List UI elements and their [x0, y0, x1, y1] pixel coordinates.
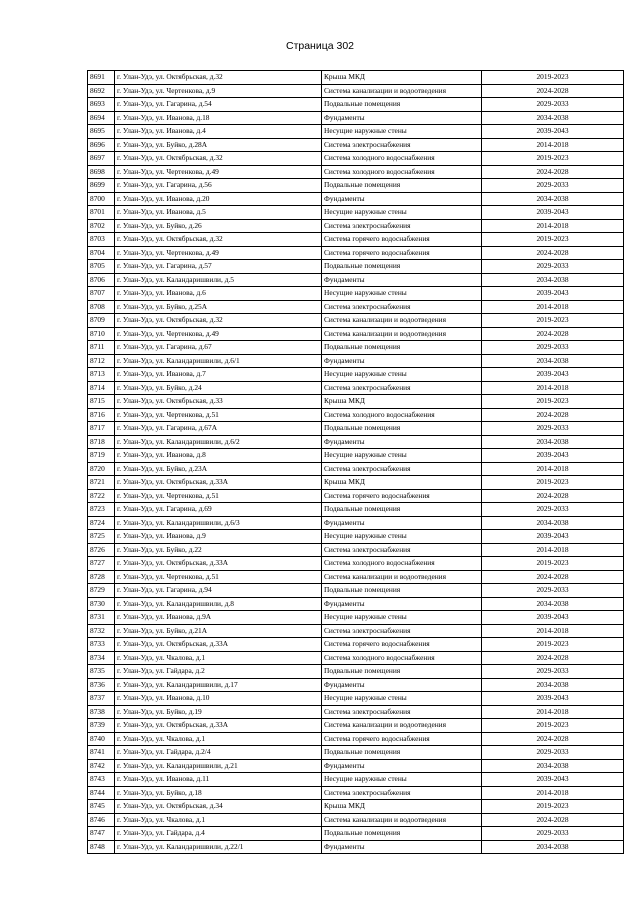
address-cell: г. Улан-Удэ, ул. Каландаришвили, д.5 [115, 273, 322, 287]
table-row [88, 462, 624, 476]
work-type-cell: Система холодного водоснабжения [322, 165, 482, 179]
table-row [88, 503, 624, 517]
period-cell: 2024-2028 [482, 489, 624, 503]
address-cell: г. Улан-Удэ, ул. Чертенкова, д.51 [115, 570, 322, 584]
table-row [88, 692, 624, 706]
period-cell: 2014-2018 [482, 543, 624, 557]
work-type-cell: Система холодного водоснабжения [322, 651, 482, 665]
row-number-cell: 8706 [88, 273, 115, 287]
address-cell: г. Улан-Удэ, ул. Иванова, д.20 [115, 192, 322, 206]
row-number-cell: 8733 [88, 638, 115, 652]
table-row [88, 273, 624, 287]
period-cell: 2024-2028 [482, 165, 624, 179]
table-row [88, 489, 624, 503]
table-row [88, 354, 624, 368]
period-cell: 2019-2023 [482, 314, 624, 328]
row-number-cell: 8718 [88, 435, 115, 449]
table-row [88, 746, 624, 760]
period-cell: 2034-2038 [482, 354, 624, 368]
period-cell: 2034-2038 [482, 840, 624, 854]
address-cell: г. Улан-Удэ, ул. Буйко, д.24 [115, 381, 322, 395]
table-row [88, 381, 624, 395]
address-cell: г. Улан-Удэ, ул. Октябрьская, д.33 [115, 395, 322, 409]
address-cell: г. Улан-Удэ, ул. Буйко, д.23А [115, 462, 322, 476]
work-type-cell: Система электроснабжения [322, 624, 482, 638]
period-cell: 2019-2023 [482, 152, 624, 166]
period-cell: 2024-2028 [482, 408, 624, 422]
table-row [88, 111, 624, 125]
work-type-cell: Система холодного водоснабжения [322, 408, 482, 422]
work-type-cell: Фундаменты [322, 354, 482, 368]
work-type-cell: Система канализации и водоотведения [322, 314, 482, 328]
row-number-cell: 8699 [88, 179, 115, 193]
table-row [88, 651, 624, 665]
table-row [88, 611, 624, 625]
work-type-cell: Подвальные помещения [322, 179, 482, 193]
table-row [88, 395, 624, 409]
row-number-cell: 8730 [88, 597, 115, 611]
address-cell: г. Улан-Удэ, ул. Чертенкова, д.49 [115, 246, 322, 260]
address-cell: г. Улан-Удэ, ул. Октябрьская, д.33А [115, 719, 322, 733]
row-number-cell: 8695 [88, 125, 115, 139]
row-number-cell: 8698 [88, 165, 115, 179]
address-cell: г. Улан-Удэ, ул. Каландаришвили, д.17 [115, 678, 322, 692]
work-type-cell: Система электроснабжения [322, 300, 482, 314]
address-cell: г. Улан-Удэ, ул. Чкалова, д.1 [115, 813, 322, 827]
period-cell: 2034-2038 [482, 192, 624, 206]
table-row [88, 773, 624, 787]
address-cell: г. Улан-Удэ, ул. Буйко, д.26 [115, 219, 322, 233]
period-cell: 2024-2028 [482, 732, 624, 746]
address-cell: г. Улан-Удэ, ул. Гагарина, д.54 [115, 98, 322, 112]
work-type-cell: Крыша МКД [322, 476, 482, 490]
table-row [88, 219, 624, 233]
work-type-cell: Фундаменты [322, 678, 482, 692]
period-cell: 2024-2028 [482, 327, 624, 341]
address-cell: г. Улан-Удэ, ул. Каландаришвили, д.22/1 [115, 840, 322, 854]
table-row [88, 287, 624, 301]
work-type-cell: Система электроснабжения [322, 138, 482, 152]
period-cell: 2024-2028 [482, 570, 624, 584]
table-row [88, 206, 624, 220]
table-row [88, 179, 624, 193]
period-cell: 2039-2043 [482, 449, 624, 463]
address-cell: г. Улан-Удэ, ул. Иванова, д.11 [115, 773, 322, 787]
row-number-cell: 8708 [88, 300, 115, 314]
row-number-cell: 8691 [88, 71, 115, 85]
work-type-cell: Крыша МКД [322, 800, 482, 814]
period-cell: 2029-2033 [482, 260, 624, 274]
work-type-cell: Фундаменты [322, 192, 482, 206]
table-row [88, 705, 624, 719]
address-cell: г. Улан-Удэ, ул. Октябрьская, д.32 [115, 233, 322, 247]
work-type-cell: Подвальные помещения [322, 422, 482, 436]
row-number-cell: 8709 [88, 314, 115, 328]
period-cell: 2034-2038 [482, 435, 624, 449]
work-type-cell: Несущие наружные стены [322, 530, 482, 544]
table-row [88, 800, 624, 814]
work-type-cell: Фундаменты [322, 597, 482, 611]
work-type-cell: Фундаменты [322, 516, 482, 530]
table-row [88, 476, 624, 490]
row-number-cell: 8712 [88, 354, 115, 368]
period-cell: 2019-2023 [482, 233, 624, 247]
table-row [88, 165, 624, 179]
work-type-cell: Несущие наружные стены [322, 773, 482, 787]
address-cell: г. Улан-Удэ, ул. Гагарина, д.56 [115, 179, 322, 193]
table-row [88, 665, 624, 679]
work-type-cell: Несущие наружные стены [322, 125, 482, 139]
address-cell: г. Улан-Удэ, ул. Чертенкова, д.51 [115, 408, 322, 422]
period-cell: 2014-2018 [482, 624, 624, 638]
table-row [88, 408, 624, 422]
work-type-cell: Система электроснабжения [322, 219, 482, 233]
row-number-cell: 8726 [88, 543, 115, 557]
row-number-cell: 8745 [88, 800, 115, 814]
table-row [88, 192, 624, 206]
period-cell: 2019-2023 [482, 638, 624, 652]
row-number-cell: 8714 [88, 381, 115, 395]
work-type-cell: Система канализации и водоотведения [322, 570, 482, 584]
period-cell: 2014-2018 [482, 138, 624, 152]
work-type-cell: Система канализации и водоотведения [322, 327, 482, 341]
address-cell: г. Улан-Удэ, ул. Октябрьская, д.33А [115, 476, 322, 490]
row-number-cell: 8736 [88, 678, 115, 692]
table-row [88, 138, 624, 152]
register-table-body [88, 71, 624, 854]
period-cell: 2034-2038 [482, 111, 624, 125]
row-number-cell: 8693 [88, 98, 115, 112]
period-cell: 2024-2028 [482, 651, 624, 665]
row-number-cell: 8728 [88, 570, 115, 584]
period-cell: 2029-2033 [482, 98, 624, 112]
row-number-cell: 8703 [88, 233, 115, 247]
row-number-cell: 8704 [88, 246, 115, 260]
table-row [88, 314, 624, 328]
period-cell: 2039-2043 [482, 206, 624, 220]
period-cell: 2019-2023 [482, 800, 624, 814]
row-number-cell: 8716 [88, 408, 115, 422]
table-row [88, 435, 624, 449]
period-cell: 2019-2023 [482, 476, 624, 490]
period-cell: 2029-2033 [482, 665, 624, 679]
work-type-cell: Подвальные помещения [322, 746, 482, 760]
address-cell: г. Улан-Удэ, ул. Иванова, д.5 [115, 206, 322, 220]
row-number-cell: 8721 [88, 476, 115, 490]
period-cell: 2024-2028 [482, 84, 624, 98]
address-cell: г. Улан-Удэ, ул. Каландаришвили, д.6/2 [115, 435, 322, 449]
row-number-cell: 8740 [88, 732, 115, 746]
period-cell: 2024-2028 [482, 813, 624, 827]
table-row [88, 327, 624, 341]
address-cell: г. Улан-Удэ, ул. Буйко, д.18 [115, 786, 322, 800]
work-type-cell: Подвальные помещения [322, 98, 482, 112]
address-cell: г. Улан-Удэ, ул. Гайдара, д.2/4 [115, 746, 322, 760]
work-type-cell: Несущие наружные стены [322, 287, 482, 301]
table-row [88, 678, 624, 692]
table-row [88, 341, 624, 355]
period-cell: 2034-2038 [482, 597, 624, 611]
period-cell: 2019-2023 [482, 395, 624, 409]
period-cell: 2024-2028 [482, 246, 624, 260]
period-cell: 2039-2043 [482, 692, 624, 706]
row-number-cell: 8724 [88, 516, 115, 530]
row-number-cell: 8700 [88, 192, 115, 206]
work-type-cell: Фундаменты [322, 435, 482, 449]
period-cell: 2029-2033 [482, 422, 624, 436]
work-type-cell: Система электроснабжения [322, 786, 482, 800]
row-number-cell: 8697 [88, 152, 115, 166]
period-cell: 2039-2043 [482, 773, 624, 787]
period-cell: 2034-2038 [482, 678, 624, 692]
row-number-cell: 8742 [88, 759, 115, 773]
row-number-cell: 8692 [88, 84, 115, 98]
row-number-cell: 8743 [88, 773, 115, 787]
period-cell: 2019-2023 [482, 71, 624, 85]
table-row [88, 584, 624, 598]
table-row [88, 368, 624, 382]
address-cell: г. Улан-Удэ, ул. Гайдара, д.4 [115, 827, 322, 841]
work-type-cell: Система электроснабжения [322, 462, 482, 476]
period-cell: 2014-2018 [482, 381, 624, 395]
row-number-cell: 8747 [88, 827, 115, 841]
work-type-cell: Подвальные помещения [322, 503, 482, 517]
table-row [88, 543, 624, 557]
address-cell: г. Улан-Удэ, ул. Гагарина, д.67А [115, 422, 322, 436]
address-cell: г. Улан-Удэ, ул. Иванова, д.6 [115, 287, 322, 301]
work-type-cell: Система горячего водоснабжения [322, 489, 482, 503]
row-number-cell: 8725 [88, 530, 115, 544]
work-type-cell: Фундаменты [322, 840, 482, 854]
period-cell: 2039-2043 [482, 368, 624, 382]
address-cell: г. Улан-Удэ, ул. Чертенкова, д.49 [115, 165, 322, 179]
table-row [88, 827, 624, 841]
table-row [88, 260, 624, 274]
work-type-cell: Несущие наружные стены [322, 368, 482, 382]
address-cell: г. Улан-Удэ, ул. Каландаришвили, д.21 [115, 759, 322, 773]
period-cell: 2029-2033 [482, 503, 624, 517]
work-type-cell: Подвальные помещения [322, 827, 482, 841]
period-cell: 2039-2043 [482, 530, 624, 544]
address-cell: г. Улан-Удэ, ул. Буйко, д.19 [115, 705, 322, 719]
work-type-cell: Система канализации и водоотведения [322, 84, 482, 98]
work-type-cell: Система холодного водоснабжения [322, 557, 482, 571]
row-number-cell: 8705 [88, 260, 115, 274]
row-number-cell: 8746 [88, 813, 115, 827]
period-cell: 2019-2023 [482, 719, 624, 733]
row-number-cell: 8717 [88, 422, 115, 436]
period-cell: 2029-2033 [482, 584, 624, 598]
table-row [88, 638, 624, 652]
work-type-cell: Система канализации и водоотведения [322, 813, 482, 827]
period-cell: 2039-2043 [482, 125, 624, 139]
table-row [88, 449, 624, 463]
work-type-cell: Крыша МКД [322, 71, 482, 85]
address-cell: г. Улан-Удэ, ул. Иванова, д.18 [115, 111, 322, 125]
address-cell: г. Улан-Удэ, ул. Чертенкова, д.9 [115, 84, 322, 98]
address-cell: г. Улан-Удэ, ул. Чкалова, д.1 [115, 732, 322, 746]
period-cell: 2014-2018 [482, 705, 624, 719]
period-cell: 2034-2038 [482, 273, 624, 287]
address-cell: г. Улан-Удэ, ул. Гагарина, д.57 [115, 260, 322, 274]
period-cell: 2039-2043 [482, 611, 624, 625]
work-type-cell: Несущие наружные стены [322, 611, 482, 625]
table-row [88, 246, 624, 260]
work-type-cell: Система горячего водоснабжения [322, 638, 482, 652]
period-cell: 2014-2018 [482, 462, 624, 476]
row-number-cell: 8694 [88, 111, 115, 125]
table-row [88, 570, 624, 584]
address-cell: г. Улан-Удэ, ул. Октябрьская, д.32 [115, 152, 322, 166]
row-number-cell: 8738 [88, 705, 115, 719]
work-type-cell: Подвальные помещения [322, 341, 482, 355]
address-cell: г. Улан-Удэ, ул. Чертенкова, д.49 [115, 327, 322, 341]
table-row [88, 84, 624, 98]
register-table [87, 70, 624, 854]
table-row [88, 840, 624, 854]
table-row [88, 516, 624, 530]
table-row [88, 233, 624, 247]
work-type-cell: Несущие наружные стены [322, 449, 482, 463]
table-row [88, 732, 624, 746]
table-row [88, 557, 624, 571]
period-cell: 2014-2018 [482, 786, 624, 800]
address-cell: г. Улан-Удэ, ул. Октябрьская, д.34 [115, 800, 322, 814]
work-type-cell: Несущие наружные стены [322, 692, 482, 706]
period-cell: 2029-2033 [482, 179, 624, 193]
address-cell: г. Улан-Удэ, ул. Иванова, д.4 [115, 125, 322, 139]
work-type-cell: Подвальные помещения [322, 260, 482, 274]
page-title: Страница 302 [285, 40, 355, 52]
row-number-cell: 8732 [88, 624, 115, 638]
row-number-cell: 8737 [88, 692, 115, 706]
row-number-cell: 8734 [88, 651, 115, 665]
table-row [88, 813, 624, 827]
row-number-cell: 8744 [88, 786, 115, 800]
row-number-cell: 8719 [88, 449, 115, 463]
period-cell: 2014-2018 [482, 219, 624, 233]
work-type-cell: Система электроснабжения [322, 543, 482, 557]
row-number-cell: 8696 [88, 138, 115, 152]
period-cell: 2034-2038 [482, 516, 624, 530]
table-row [88, 786, 624, 800]
table-row [88, 71, 624, 85]
row-number-cell: 8729 [88, 584, 115, 598]
address-cell: г. Улан-Удэ, ул. Иванова, д.8 [115, 449, 322, 463]
row-number-cell: 8741 [88, 746, 115, 760]
row-number-cell: 8702 [88, 219, 115, 233]
address-cell: г. Улан-Удэ, ул. Иванова, д.10 [115, 692, 322, 706]
address-cell: г. Улан-Удэ, ул. Буйко, д.21А [115, 624, 322, 638]
row-number-cell: 8711 [88, 341, 115, 355]
address-cell: г. Улан-Удэ, ул. Октябрьская, д.32 [115, 314, 322, 328]
work-type-cell: Подвальные помещения [322, 665, 482, 679]
work-type-cell: Система электроснабжения [322, 705, 482, 719]
address-cell: г. Улан-Удэ, ул. Гагарина, д.69 [115, 503, 322, 517]
row-number-cell: 8739 [88, 719, 115, 733]
table-row [88, 719, 624, 733]
period-cell: 2034-2038 [482, 759, 624, 773]
period-cell: 2029-2033 [482, 341, 624, 355]
row-number-cell: 8720 [88, 462, 115, 476]
address-cell: г. Улан-Удэ, ул. Буйко, д.22 [115, 543, 322, 557]
work-type-cell: Фундаменты [322, 273, 482, 287]
period-cell: 2029-2033 [482, 746, 624, 760]
period-cell: 2039-2043 [482, 287, 624, 301]
work-type-cell: Фундаменты [322, 111, 482, 125]
table-row [88, 422, 624, 436]
work-type-cell: Система горячего водоснабжения [322, 233, 482, 247]
row-number-cell: 8727 [88, 557, 115, 571]
period-cell: 2019-2023 [482, 557, 624, 571]
work-type-cell: Система канализации и водоотведения [322, 719, 482, 733]
row-number-cell: 8731 [88, 611, 115, 625]
address-cell: г. Улан-Удэ, ул. Иванова, д.9 [115, 530, 322, 544]
address-cell: г. Улан-Удэ, ул. Октябрьская, д.33А [115, 638, 322, 652]
table-row [88, 152, 624, 166]
row-number-cell: 8713 [88, 368, 115, 382]
address-cell: г. Улан-Удэ, ул. Гагарина, д.94 [115, 584, 322, 598]
work-type-cell: Крыша МКД [322, 395, 482, 409]
address-cell: г. Улан-Удэ, ул. Каландаришвили, д.6/1 [115, 354, 322, 368]
period-cell: 2029-2033 [482, 827, 624, 841]
address-cell: г. Улан-Удэ, ул. Буйко, д.25А [115, 300, 322, 314]
table-row [88, 624, 624, 638]
address-cell: г. Улан-Удэ, ул. Гагарина, д.67 [115, 341, 322, 355]
work-type-cell: Система электроснабжения [322, 381, 482, 395]
row-number-cell: 8722 [88, 489, 115, 503]
work-type-cell: Фундаменты [322, 759, 482, 773]
row-number-cell: 8715 [88, 395, 115, 409]
address-cell: г. Улан-Удэ, ул. Каландаришвили, д.8 [115, 597, 322, 611]
table-row [88, 300, 624, 314]
row-number-cell: 8701 [88, 206, 115, 220]
table-row [88, 597, 624, 611]
row-number-cell: 8723 [88, 503, 115, 517]
address-cell: г. Улан-Удэ, ул. Буйко, д.28А [115, 138, 322, 152]
work-type-cell: Система холодного водоснабжения [322, 152, 482, 166]
row-number-cell: 8735 [88, 665, 115, 679]
address-cell: г. Улан-Удэ, ул. Чкалова, д.1 [115, 651, 322, 665]
address-cell: г. Улан-Удэ, ул. Октябрьская, д.33А [115, 557, 322, 571]
table-row [88, 98, 624, 112]
table-row [88, 759, 624, 773]
address-cell: г. Улан-Удэ, ул. Иванова, д.7 [115, 368, 322, 382]
work-type-cell: Система горячего водоснабжения [322, 732, 482, 746]
table-row [88, 530, 624, 544]
work-type-cell: Подвальные помещения [322, 584, 482, 598]
address-cell: г. Улан-Удэ, ул. Октябрьская, д.32 [115, 71, 322, 85]
work-type-cell: Несущие наружные стены [322, 206, 482, 220]
address-cell: г. Улан-Удэ, ул. Иванова, д.9А [115, 611, 322, 625]
address-cell: г. Улан-Удэ, ул. Чертенкова, д.51 [115, 489, 322, 503]
row-number-cell: 8748 [88, 840, 115, 854]
address-cell: г. Улан-Удэ, ул. Гайдара, д.2 [115, 665, 322, 679]
row-number-cell: 8710 [88, 327, 115, 341]
address-cell: г. Улан-Удэ, ул. Каландаришвили, д.6/3 [115, 516, 322, 530]
row-number-cell: 8707 [88, 287, 115, 301]
table-row [88, 125, 624, 139]
work-type-cell: Система горячего водоснабжения [322, 246, 482, 260]
period-cell: 2014-2018 [482, 300, 624, 314]
